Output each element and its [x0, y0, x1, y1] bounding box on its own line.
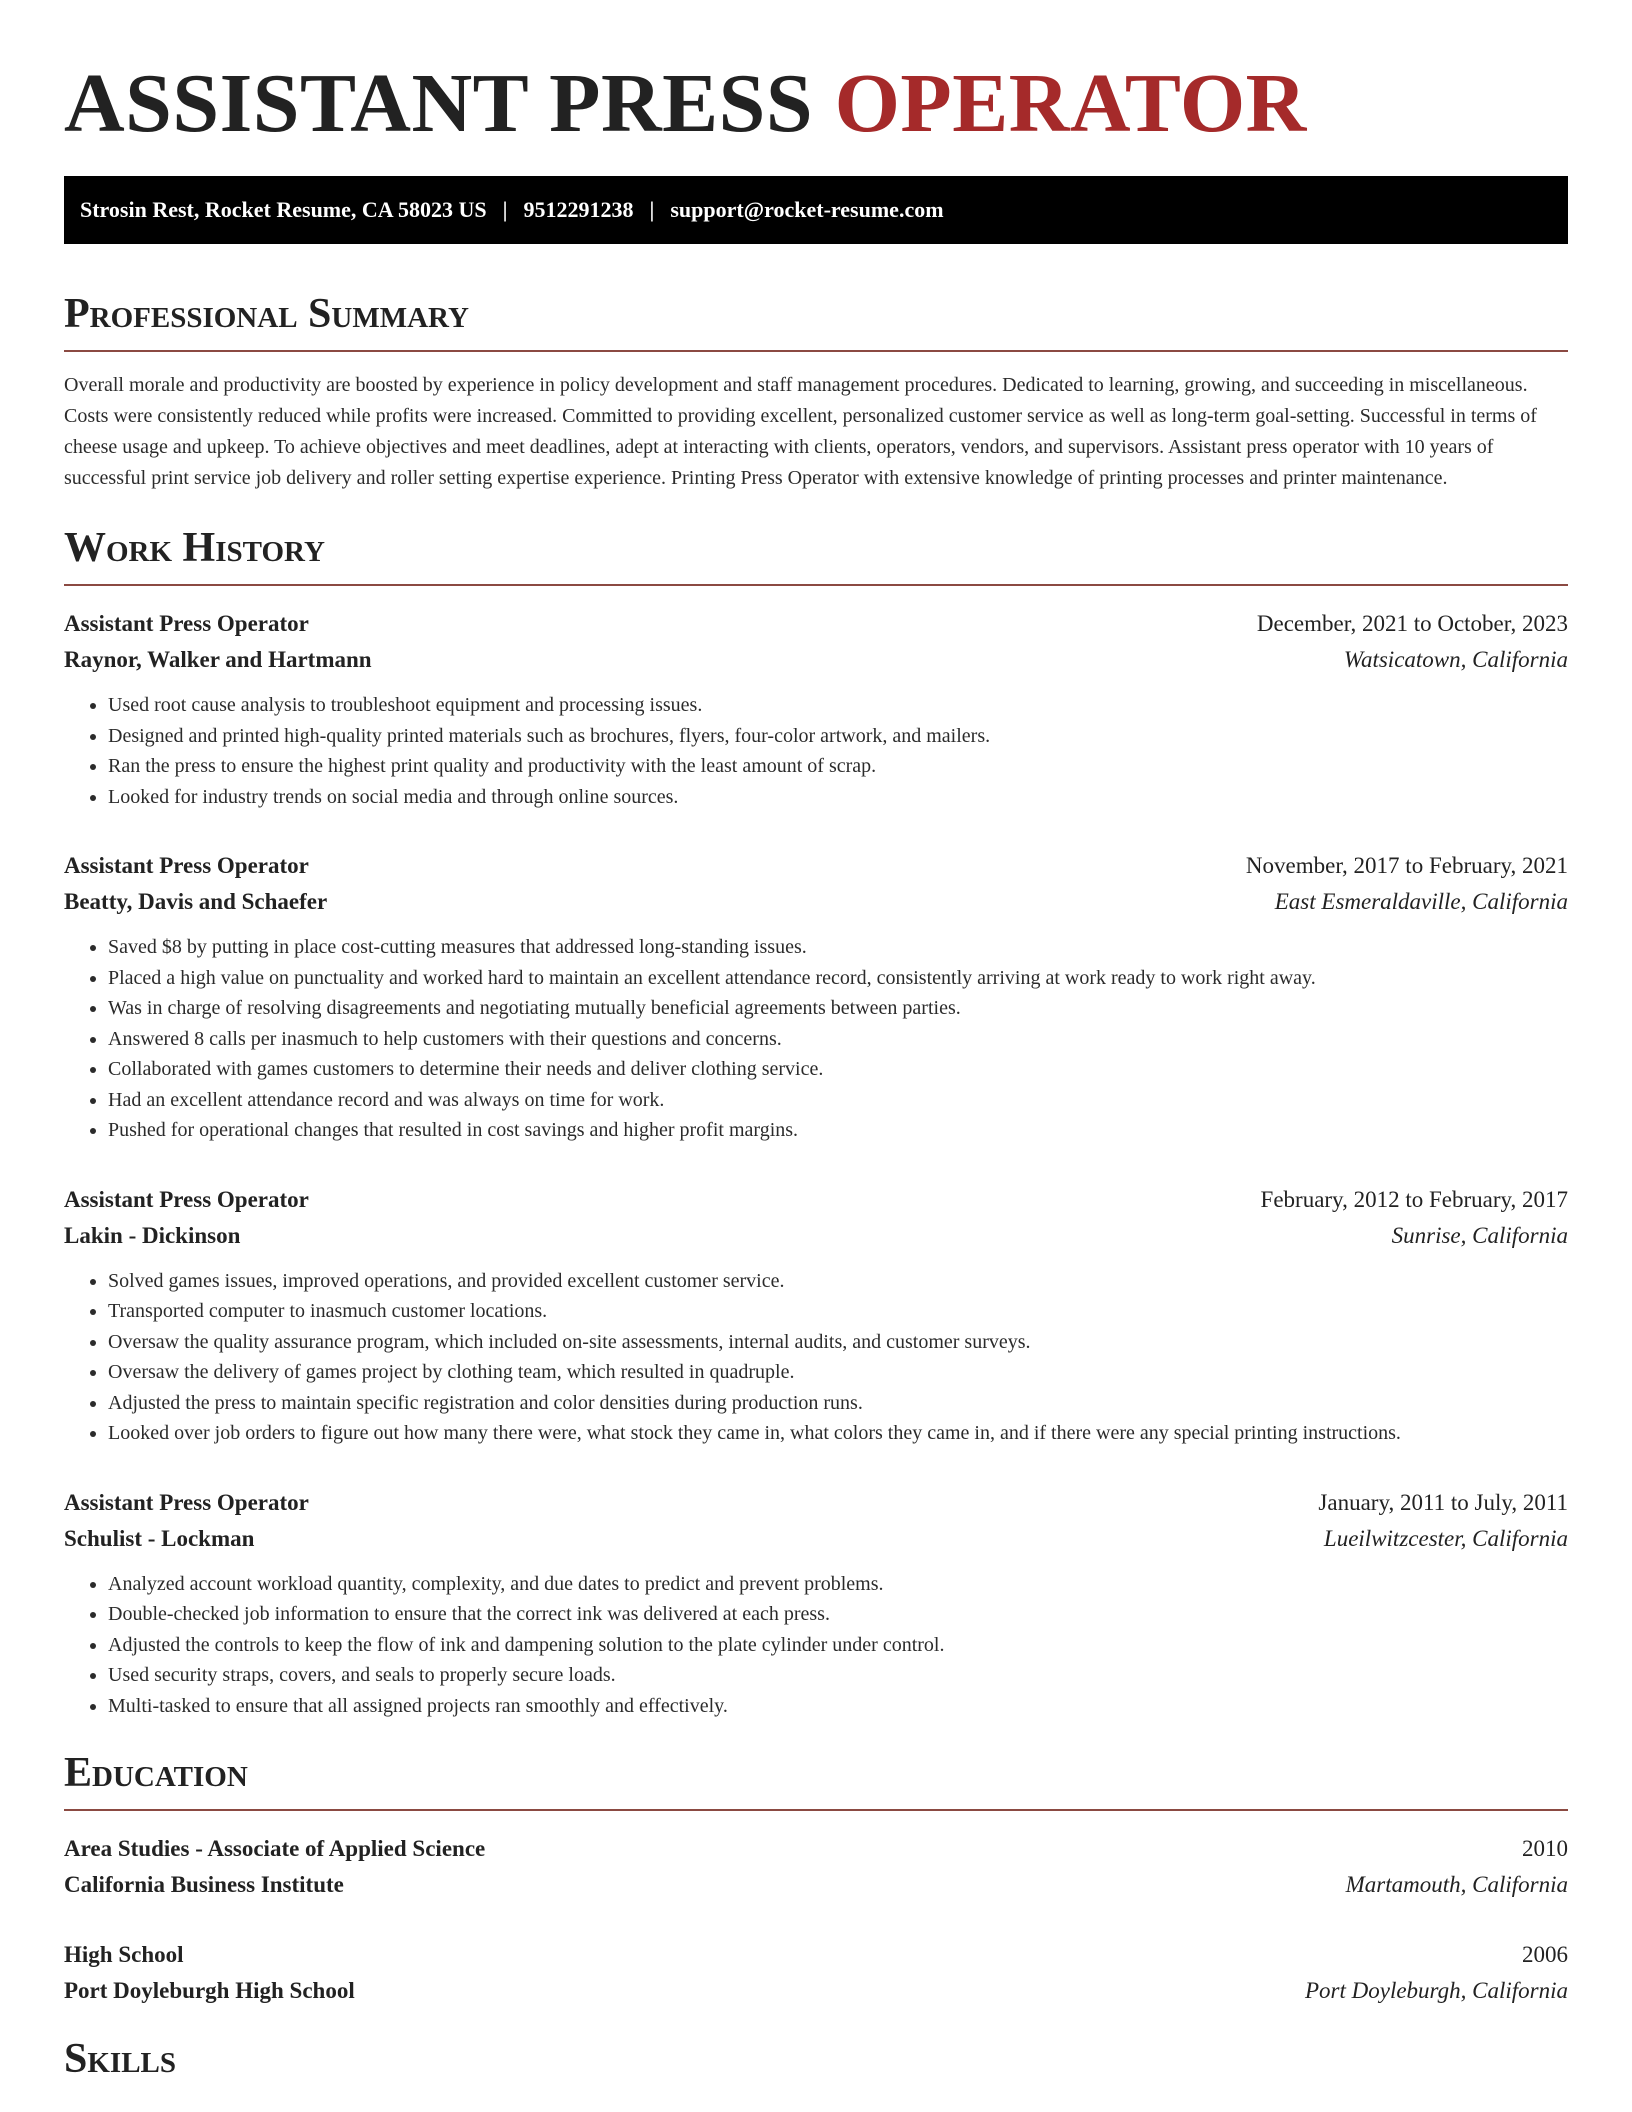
job-header-row — [64, 1182, 1568, 1218]
job-location: Lueilwitzcester, California — [1323, 1525, 1568, 1551]
job-dates: February, 2012 to February, 2017 — [1260, 1186, 1568, 1212]
title-main: ASSISTANT PRESS — [64, 57, 814, 150]
job-entry — [64, 1182, 1568, 1449]
job-dates: December, 2021 to October, 2023 — [1256, 611, 1568, 636]
list-item: • Solved games issues, improved operations, and provided excellent customer service. — [108, 1266, 1568, 1297]
job-entry — [64, 1485, 1568, 1722]
list-item: • Oversaw the delivery of games project by clothing team, which resulted in quadruple. — [108, 1357, 1568, 1388]
list-item: • Pushed for operational changes that resulted in cost savings and higher profit margins. — [108, 1115, 1568, 1146]
list-item: • Used root cause analysis to troubleshoot equipment and processing issues. — [108, 690, 1568, 721]
job-header-row — [64, 1485, 1568, 1521]
list-item: • Multi-tasked to ensure that all assigned projects ran smoothly and effectively. — [108, 1691, 1568, 1722]
summary-section — [64, 288, 1568, 494]
education-location: Martamouth, California — [1345, 1872, 1568, 1897]
section-heading-summary: Professional Summary — [64, 291, 469, 337]
list-item: • Adjusted the press to maintain specific registration and color densities during production runs. — [108, 1388, 1568, 1419]
list-item: • Ran the press to ensure the highest print quality and productivity with the least amount of scrap. — [108, 751, 1568, 782]
list-item: • Adjusted the controls to keep the flow of ink and dampening solution to the plate cylinder under control. — [108, 1630, 1568, 1661]
list-item: • Used security straps, covers, and seals to properly secure loads. — [108, 1660, 1568, 1691]
job-location: East Esmeraldaville, California — [1274, 889, 1568, 914]
job-entry — [64, 606, 1568, 812]
list-item: • Answered 8 calls per inasmuch to help customers with their questions and concerns. — [108, 1024, 1568, 1055]
education-degree-row — [64, 1937, 1568, 1973]
education-degree: High School — [64, 1942, 184, 1967]
section-divider — [64, 584, 1568, 586]
job-entry — [64, 848, 1568, 1146]
list-item: • Oversaw the quality assurance program, which included on-site assessments, internal audits, and customer surveys. — [108, 1327, 1568, 1358]
list-item: • Was in charge of resolving disagreements and negotiating mutually beneficial agreements between parties. — [108, 993, 1568, 1024]
contact-separator: | — [649, 197, 655, 222]
education-school: Port Doyleburgh High School — [64, 1978, 355, 2003]
list-item: • Looked for industry trends on social media and through online sources. — [108, 782, 1568, 813]
education-school-row — [64, 1973, 1568, 2009]
list-item: • Transported computer to inasmuch customer locations. — [108, 1296, 1568, 1327]
job-title: Assistant Press Operator — [64, 853, 309, 878]
job-dates: January, 2011 to July, 2011 — [1318, 1489, 1568, 1515]
list-item: • Had an excellent attendance record and was always on time for work. — [108, 1085, 1568, 1116]
job-bullets — [64, 1266, 1568, 1449]
job-location: Watsicatown, California — [1343, 647, 1568, 672]
contact-phone[interactable]: 9512291238 — [523, 197, 634, 222]
list-item: • Analyzed account workload quantity, complexity, and due dates to predict and prevent problems. — [108, 1569, 1568, 1600]
list-item: • Collaborated with games customers to determine their needs and deliver clothing service. — [108, 1054, 1568, 1085]
job-header-row — [64, 848, 1568, 884]
education-school-row — [64, 1867, 1568, 1903]
contact-address: Strosin Rest, Rocket Resume, CA 58023 US — [80, 197, 487, 222]
section-heading-skills: Skills — [64, 2036, 177, 2082]
list-item: • Placed a high value on punctuality and worked hard to maintain an excellent attendance record, consistently arriving at work ready to work right away. — [108, 963, 1568, 994]
job-title: Assistant Press Operator — [64, 1186, 309, 1212]
section-heading-education: Education — [64, 1750, 248, 1796]
education-entry — [64, 1937, 1568, 2009]
job-header-row — [64, 606, 1568, 642]
job-dates: November, 2017 to February, 2021 — [1245, 853, 1568, 878]
education-year: 2010 — [1522, 1836, 1568, 1861]
section-heading-work: Work History — [64, 525, 325, 571]
list-item: • Designed and printed high-quality printed materials such as brochures, flyers, four-color artwork, and mailers. — [108, 721, 1568, 752]
resume-page — [64, 0, 1568, 2085]
contact-email[interactable]: support@rocket-resume.com — [670, 197, 944, 222]
job-company-row — [64, 1521, 1568, 1557]
education-degree: Area Studies - Associate of Applied Science — [64, 1836, 486, 1861]
contact-bar — [64, 176, 1568, 244]
job-bullets — [64, 1569, 1568, 1722]
list-item: • Saved $8 by putting in place cost-cutting measures that addressed long-standing issues. — [108, 932, 1568, 963]
summary-text: Overall morale and productivity are boosted by experience in policy development and staff management procedures. Dedicated to learning, growing, and succeeding in miscellaneous. Costs were consistently reduced while profits were increased. Committed to providing excellent, personalized customer service as well as long-term goal-setting. Successful in terms of cheese usage and upkeep. To achieve objectives and meet deadlines, adept at interacting with clients, operators, vendors, and supervisors. Assistant press operator with 10 years of successful print service job delivery and roller setting expertise experience. Printing Press Operator with extensive knowledge of printing processes and printer maintenance. — [64, 374, 1537, 489]
education-year: 2006 — [1522, 1942, 1568, 1967]
education-location: Port Doyleburgh, California — [1304, 1978, 1568, 2003]
list-item: • Looked over job orders to figure out how many there were, what stock they came in, what colors they came in, and if there were any special printing instructions. — [108, 1418, 1568, 1449]
skills-section — [64, 2033, 1568, 2085]
job-company-row — [64, 884, 1568, 920]
section-divider — [64, 1809, 1568, 1811]
job-company: Beatty, Davis and Schaefer — [64, 889, 328, 914]
job-location: Sunrise, California — [1391, 1222, 1568, 1248]
job-title: Assistant Press Operator — [64, 611, 309, 636]
list-item: • Double-checked job information to ensure that the correct ink was delivered at each press. — [108, 1599, 1568, 1630]
education-school: California Business Institute — [64, 1872, 344, 1897]
education-entry — [64, 1831, 1568, 1903]
title-accent: OPERATOR — [834, 57, 1307, 150]
education-section — [64, 1747, 1568, 2009]
job-company-row — [64, 642, 1568, 678]
job-company: Lakin - Dickinson — [64, 1222, 241, 1248]
job-title: Assistant Press Operator — [64, 1489, 309, 1515]
job-company: Schulist - Lockman — [64, 1525, 255, 1551]
job-bullets — [64, 932, 1568, 1146]
resume-title — [64, 56, 1568, 152]
contact-separator: | — [502, 197, 508, 222]
job-company: Raynor, Walker and Hartmann — [64, 647, 372, 672]
work-section — [64, 522, 1568, 1721]
job-bullets — [64, 690, 1568, 812]
section-divider — [64, 350, 1568, 352]
job-company-row — [64, 1218, 1568, 1254]
education-degree-row — [64, 1831, 1568, 1867]
